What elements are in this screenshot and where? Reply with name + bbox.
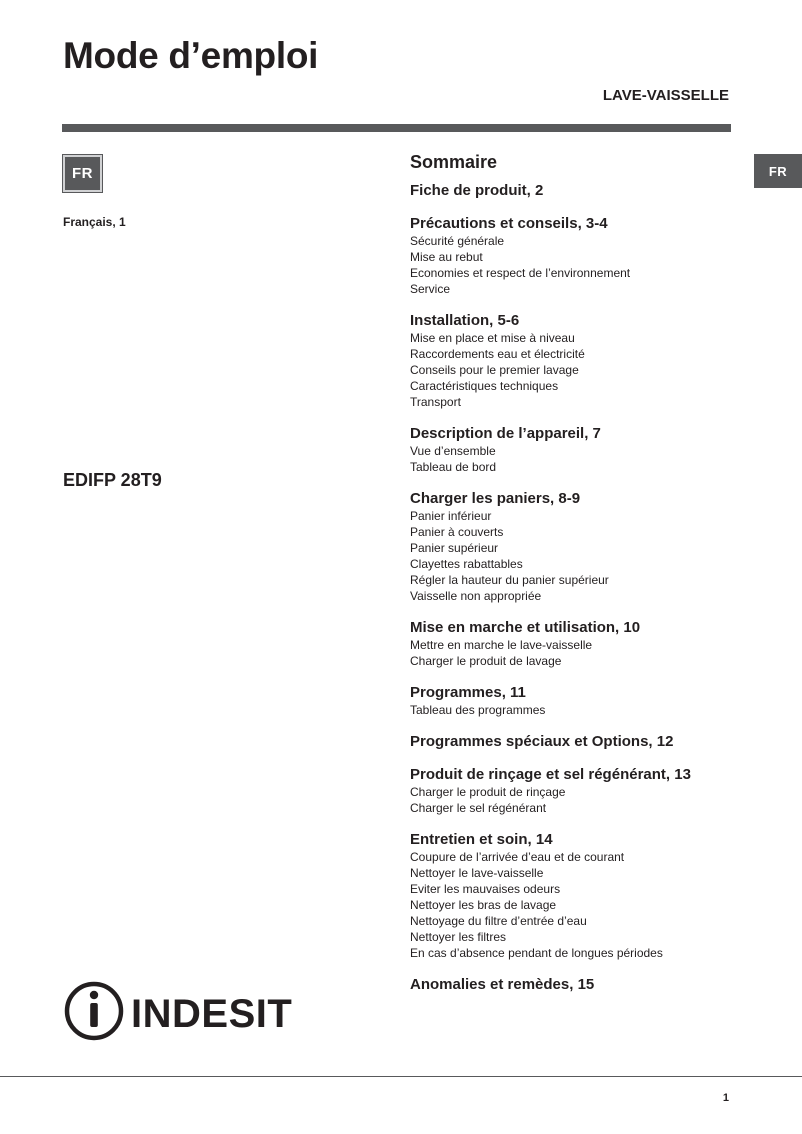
model-number: EDIFP 28T9 [63, 470, 162, 490]
toc-section [410, 489, 750, 604]
toc-subitem: Panier supérieur [410, 541, 499, 555]
toc-subitem: Charger le produit de rinçage [410, 785, 566, 799]
toc-section [410, 765, 750, 816]
toc-subitem: Mise au rebut [410, 250, 483, 264]
toc-subitem: Panier à couverts [410, 525, 504, 539]
toc-section-title: Installation, 5-6 [410, 312, 520, 329]
document-subtitle: LAVE-VAISSELLE [602, 87, 729, 104]
toc-section-title: Fiche de produit, 2 [410, 182, 544, 199]
toc-subitem: Coupure de l’arrivée d’eau et de courant [410, 850, 625, 864]
toc-section [410, 618, 750, 669]
header-divider [62, 124, 731, 132]
toc-section-title: Anomalies et remèdes, 15 [410, 976, 595, 993]
language-page-reference: Français, 1 [63, 215, 126, 229]
toc-subitem: Régler la hauteur du panier supérieur [410, 573, 609, 587]
toc-section-title: Précautions et conseils, 3-4 [410, 215, 608, 232]
toc-subitem: Conseils pour le premier lavage [410, 363, 579, 377]
toc-subitem: Raccordements eau et électricité [410, 347, 585, 361]
toc-subitem: Nettoyer les bras de lavage [410, 898, 557, 912]
logo-wordmark: INDESIT [131, 992, 293, 1036]
toc-subitem: Mettre en marche le lave-vaisselle [410, 638, 593, 652]
document-title: Mode d’emploi [63, 35, 319, 76]
toc-subitem: Nettoyage du filtre d’entrée d’eau [410, 914, 587, 928]
toc-subitem: Nettoyer les filtres [410, 930, 507, 944]
toc-section-title: Charger les paniers, 8-9 [410, 490, 581, 507]
toc-section [410, 732, 750, 751]
toc-subitem: Panier inférieur [410, 509, 492, 523]
toc-section-title: Programmes, 11 [410, 684, 526, 701]
toc-subitem: Nettoyer le lave-vaisselle [410, 866, 544, 880]
toc-subitem: Economies et respect de l’environnement [410, 266, 631, 280]
toc-section [410, 683, 750, 718]
toc-section-title: Programmes spéciaux et Options, 12 [410, 733, 674, 750]
language-tab: FR [754, 154, 802, 188]
toc-heading: Sommaire [410, 152, 498, 172]
toc-subitem: Caractéristiques techniques [410, 379, 559, 393]
toc-subitem: Charger le produit de lavage [410, 654, 562, 668]
toc-subitem: Service [410, 282, 451, 296]
toc-section-title: Produit de rinçage et sel régénérant, 13 [410, 766, 691, 783]
page-number: 1 [722, 1092, 729, 1104]
toc-section [410, 214, 750, 297]
language-badge: FR [63, 155, 102, 192]
toc-subitem: Vaisselle non appropriée [410, 589, 542, 603]
toc-subitem: Clayettes rabattables [410, 557, 523, 571]
toc-subitem: Tableau des programmes [410, 703, 546, 717]
footer-divider [0, 1076, 802, 1077]
indesit-i-circle-logo-icon [63, 980, 293, 1042]
toc-subitem: Vue d’ensemble [410, 444, 496, 458]
toc-subitem: Eviter les mauvaises odeurs [410, 882, 561, 896]
toc-section-title: Entretien et soin, 14 [410, 831, 553, 848]
toc-section [410, 311, 750, 410]
toc-section [410, 424, 750, 475]
indesit-logo [63, 980, 293, 1042]
table-of-contents [410, 150, 750, 1008]
toc-section [410, 975, 750, 994]
toc-section [410, 830, 750, 961]
toc-section-title: Mise en marche et utilisation, 10 [410, 619, 641, 636]
toc-section-title: Description de l’appareil, 7 [410, 425, 601, 442]
toc-section [410, 181, 750, 200]
toc-subitem: Charger le sel régénérant [410, 801, 547, 815]
toc-subitem: Tableau de bord [410, 460, 497, 474]
toc-subitem: Transport [410, 395, 461, 409]
toc-subitem: Mise en place et mise à niveau [410, 331, 575, 345]
toc-section-list [410, 181, 750, 994]
toc-subitem: Sécurité générale [410, 234, 505, 248]
toc-subitem: En cas d’absence pendant de longues périodes [410, 946, 663, 960]
